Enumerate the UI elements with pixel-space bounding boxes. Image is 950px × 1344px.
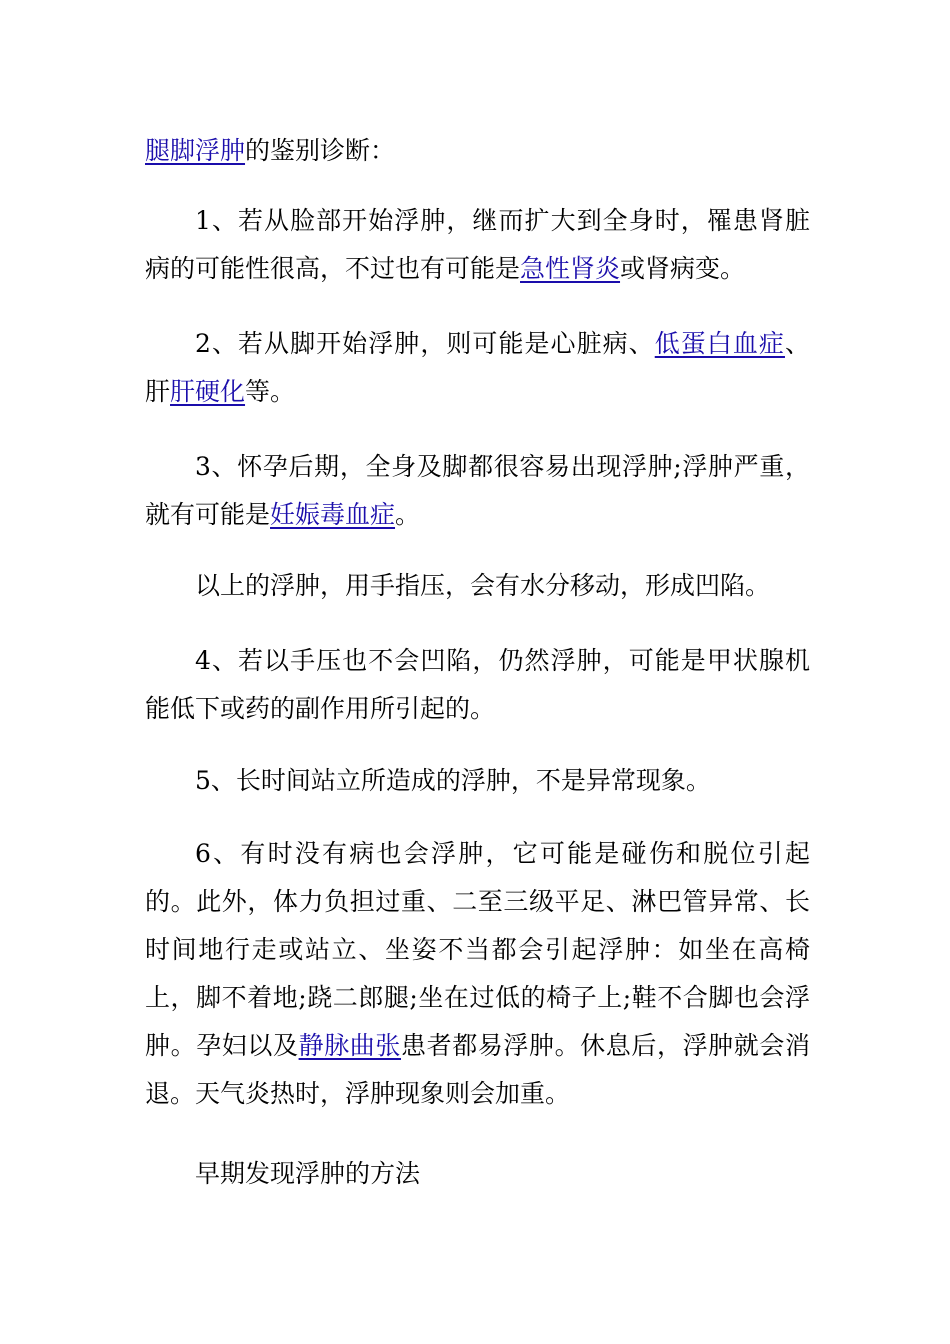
item-2-text-middle: 、肝	[145, 329, 810, 406]
item-3-paragraph	[145, 443, 810, 539]
item-1-paragraph	[145, 197, 810, 293]
item-2-paragraph	[145, 320, 810, 416]
item-3-text-before: 3、怀孕后期，全身及脚都很容易出现浮肿;浮肿严重，就有可能是	[145, 452, 810, 529]
item-6-paragraph	[145, 830, 810, 1118]
item-4-text: 4、若以手压也不会凹陷，仍然浮肿，可能是甲状腺机能低下或药的副作用所引起的。	[145, 646, 810, 723]
item-3-text-after: 。	[395, 500, 421, 529]
link-acute-nephritis[interactable]: 急性肾炎	[520, 254, 621, 283]
link-leg-foot-edema[interactable]: 腿脚浮肿	[145, 136, 246, 165]
item-1-text-after: 或肾病变。	[620, 254, 746, 283]
heading-text: 的鉴别诊断：	[245, 136, 396, 165]
item-4-paragraph	[145, 637, 810, 733]
section-title-text: 早期发现浮肿的方法	[195, 1159, 421, 1188]
link-varicose-veins[interactable]: 静脉曲张	[298, 1031, 401, 1060]
note-text: 以上的浮肿，用手指压，会有水分移动，形成凹陷。	[195, 571, 771, 600]
item-2-text-after: 等。	[245, 377, 296, 406]
item-6-text-after: 患者都易浮肿。休息后，浮肿就会消退。天气炎热时，浮肿现象则会加重。	[145, 1031, 810, 1108]
note-paragraph	[145, 562, 810, 610]
section-title	[145, 1150, 810, 1198]
item-1-text-before: 1、若从脸部开始浮肿，继而扩大到全身时，罹患肾脏病的可能性很高，不过也有可能是	[145, 206, 810, 283]
item-5-text: 5、长时间站立所造成的浮肿，不是异常现象。	[195, 766, 711, 795]
item-6-text-before: 6、有时没有病也会浮肿，它可能是碰伤和脱位引起的。此外，体力负担过重、二至三级平足、淋巴管异常、长时间地行走或站立、坐姿不当都会引起浮肿：如坐在高椅上，脚不着地;跷二郎腿;坐在过低的椅子上;鞋不合脚也会浮肿。孕妇以及	[145, 839, 810, 1060]
item-2-text-before: 2、若从脚开始浮肿，则可能是心脏病、	[195, 329, 655, 358]
link-preeclampsia[interactable]: 妊娠毒血症	[270, 500, 396, 529]
link-hypoproteinemia[interactable]: 低蛋白血症	[654, 329, 785, 358]
link-cirrhosis[interactable]: 肝硬化	[170, 377, 246, 406]
heading-paragraph	[145, 127, 810, 175]
item-5-paragraph	[145, 757, 810, 805]
